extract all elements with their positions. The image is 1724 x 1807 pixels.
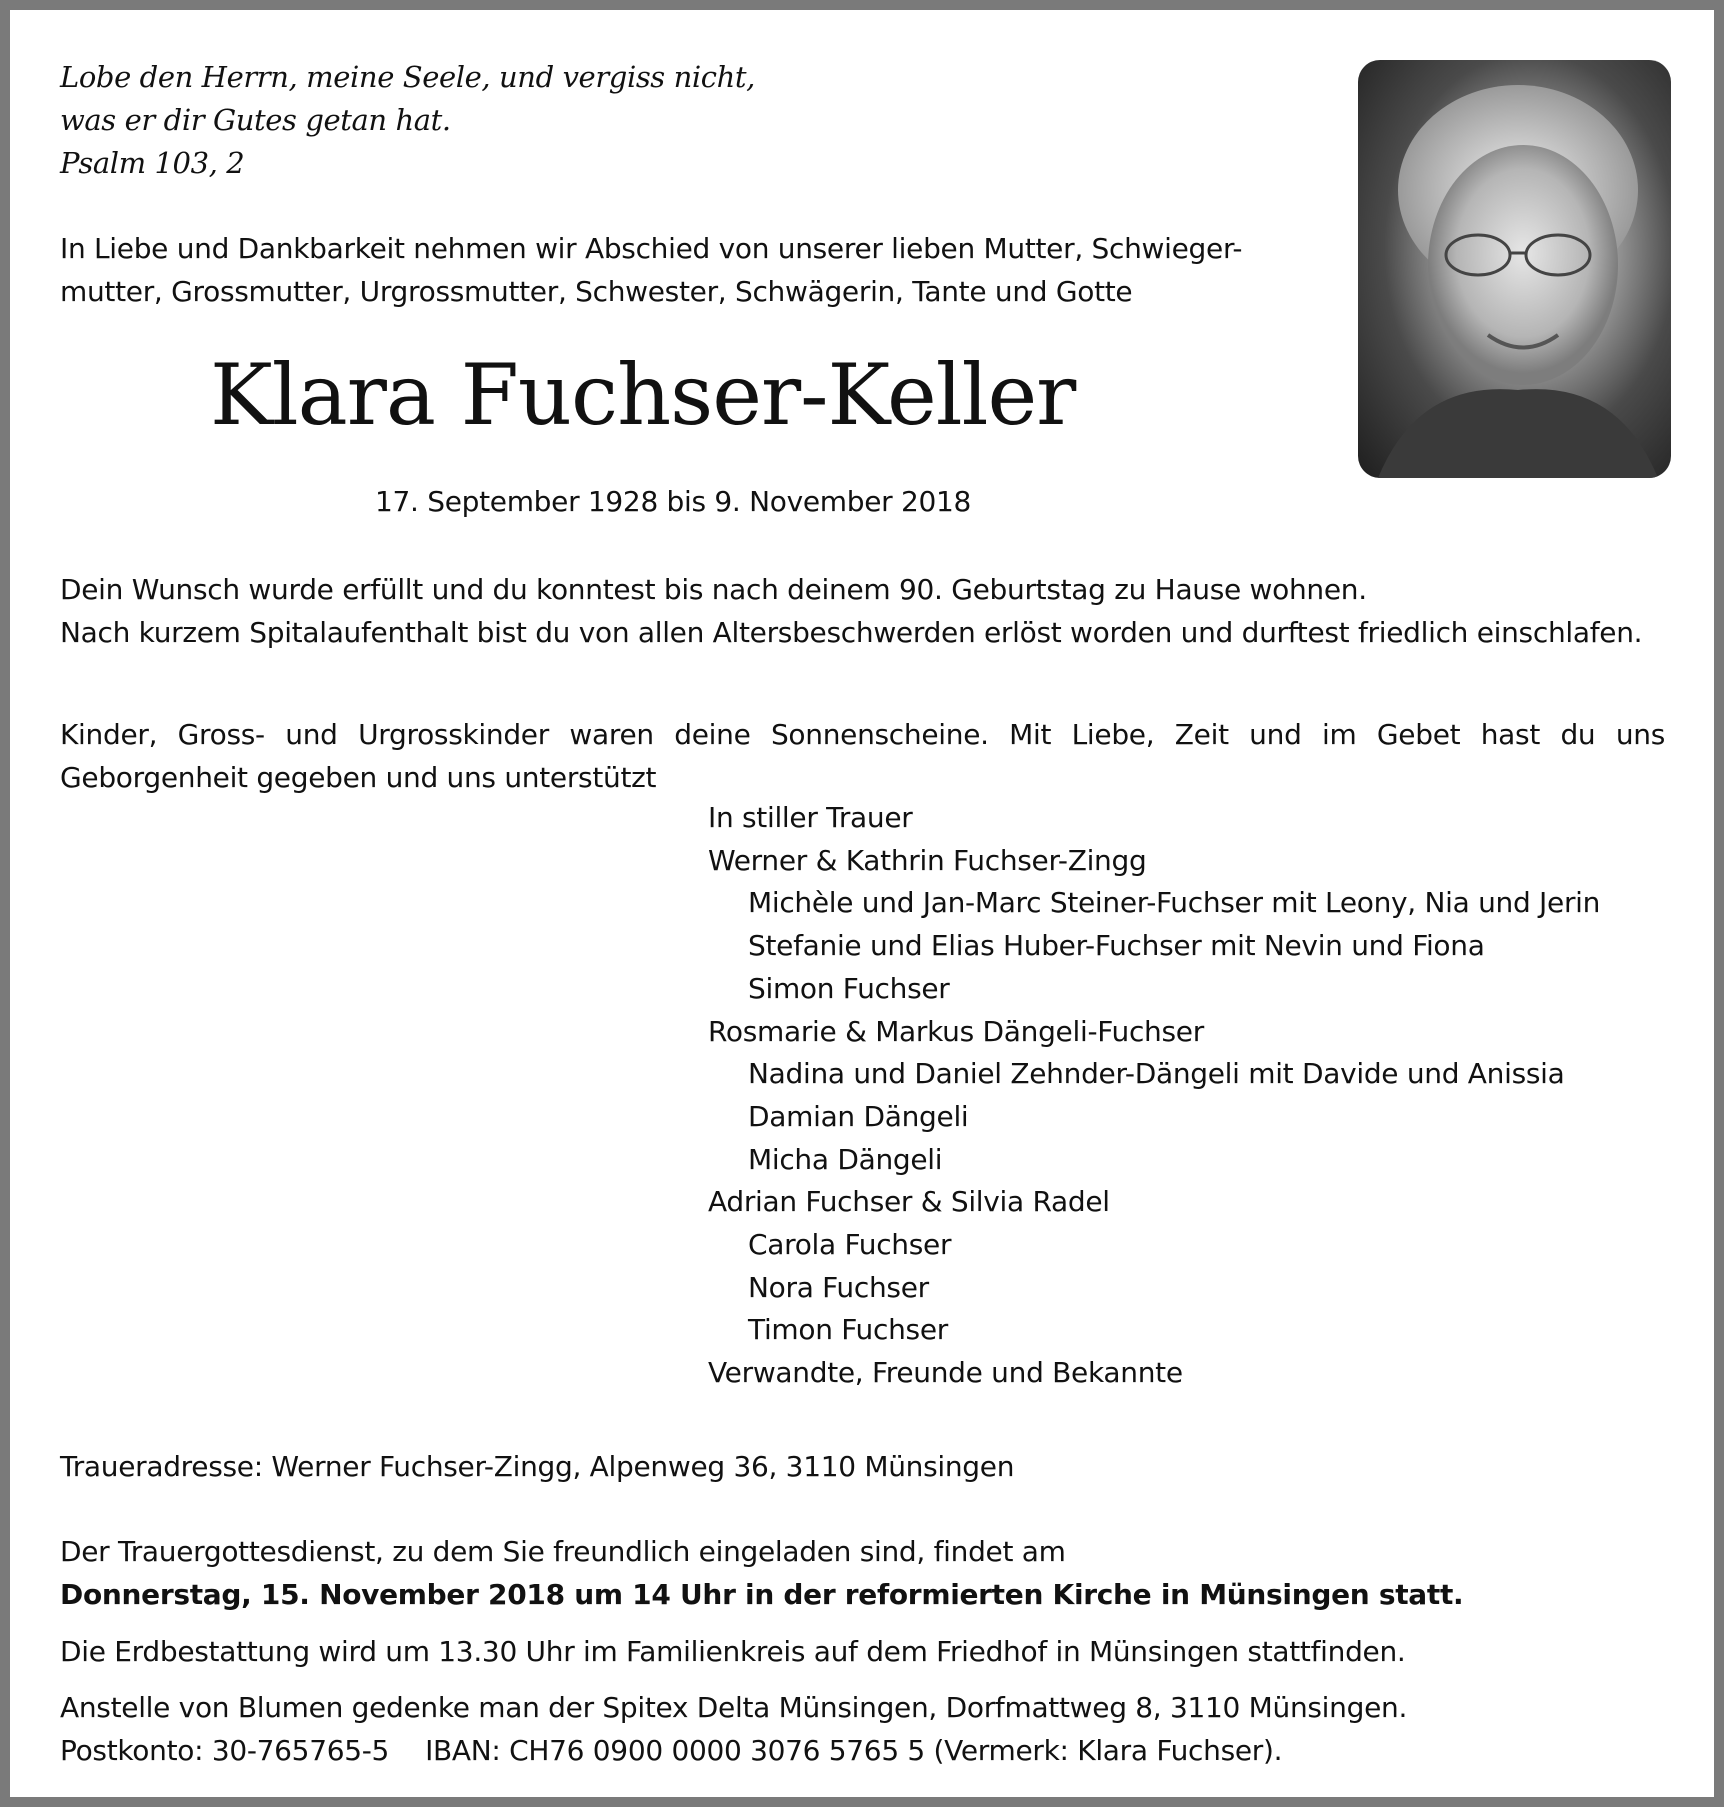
iban: IBAN: CH76 0900 0000 3076 5765 5 (Vermerk: Klara Fuchser). xyxy=(425,1734,1283,1767)
intro-line: In Liebe und Dankbarkeit nehmen wir Abschied von unserer lieben Mutter, Schwieger- xyxy=(60,232,1243,265)
mourners-closing: Verwandte, Freunde und Bekannte xyxy=(708,1356,1183,1390)
paragraph-family: Kinder, Gross- und Urgrosskinder waren deine Sonnenscheine. Mit Liebe, Zeit und im Gebet hast du uns Geborgenheit gegeben und uns unterstützt xyxy=(60,718,1665,794)
obituary-notice xyxy=(10,10,1714,1797)
intro-text xyxy=(60,227,1350,313)
mourner-member: Stefanie und Elias Huber-Fuchser mit Nevin und Fiona xyxy=(748,929,1485,963)
life-dates: 17. September 1928 bis 9. November 2018 xyxy=(375,485,972,518)
portrait-silhouette xyxy=(1358,60,1671,478)
intro-line: mutter, Grossmutter, Urgrossmutter, Schwester, Schwägerin, Tante und Gotte xyxy=(60,275,1133,308)
mourner-member: Nadina und Daniel Zehnder-Dängeli mit Davide und Anissia xyxy=(748,1057,1565,1091)
postkonto: Postkonto: 30-765765-5 xyxy=(60,1734,390,1767)
donation-info xyxy=(60,1686,1407,1772)
mourner-member: Damian Dängeli xyxy=(748,1099,969,1133)
donation-line: Anstelle von Blumen gedenke man der Spitex Delta Münsingen, Dorfmattweg 8, 3110 Münsingen. xyxy=(60,1691,1408,1724)
motto-line: was er dir Gutes getan hat. xyxy=(60,103,451,137)
motto-source: Psalm 103, 2 xyxy=(60,146,245,180)
portrait-photo-icon xyxy=(1358,60,1671,478)
mourner-member: Micha Dängeli xyxy=(748,1142,943,1176)
psalm-motto xyxy=(60,56,755,185)
mourning-address: Traueradresse: Werner Fuchser-Zingg, Alpenweg 36, 3110 Münsingen xyxy=(60,1450,1015,1483)
mourner-member: Timon Fuchser xyxy=(748,1313,948,1347)
mourner-group-head: Rosmarie & Markus Dängeli-Fuchser xyxy=(708,1014,1204,1048)
mourner-member: Michèle und Jan-Marc Steiner-Fuchser mit Leony, Nia und Jerin xyxy=(748,886,1601,920)
mourners-list xyxy=(708,797,1600,1395)
mourner-group-head: Adrian Fuchser & Silvia Radel xyxy=(708,1185,1110,1219)
mourner-member: Carola Fuchser xyxy=(748,1228,952,1262)
mourners-heading: In stiller Trauer xyxy=(708,801,913,834)
paragraph-wish xyxy=(60,568,1665,654)
mourner-group-head: Werner & Kathrin Fuchser-Zingg xyxy=(708,843,1147,877)
motto-line: Lobe den Herrn, meine Seele, und vergiss nicht, xyxy=(60,60,755,94)
paragraph-line: Nach kurzem Spitalaufenthalt bist du von allen Altersbeschwerden erlöst worden und durftest friedlich einschlafen. xyxy=(60,616,1643,649)
service-date-bold: Donnerstag, 15. November 2018 um 14 Uhr in der reformierten Kirche in Münsingen statt. xyxy=(60,1578,1464,1611)
paragraph-line: Dein Wunsch wurde erfüllt und du konntest bis nach deinem 90. Geburtstag zu Hause wohnen. xyxy=(60,573,1367,606)
mourner-member: Simon Fuchser xyxy=(748,971,950,1005)
donation-accounts xyxy=(60,1729,1407,1772)
deceased-name: Klara Fuchser-Keller xyxy=(210,346,1076,444)
service-info: Der Trauergottesdienst, zu dem Sie freundlich eingeladen sind, findet am xyxy=(60,1535,1066,1568)
mourner-member: Nora Fuchser xyxy=(748,1270,929,1304)
burial-info: Die Erdbestattung wird um 13.30 Uhr im Familienkreis auf dem Friedhof in Münsingen stattfinden. xyxy=(60,1635,1406,1668)
